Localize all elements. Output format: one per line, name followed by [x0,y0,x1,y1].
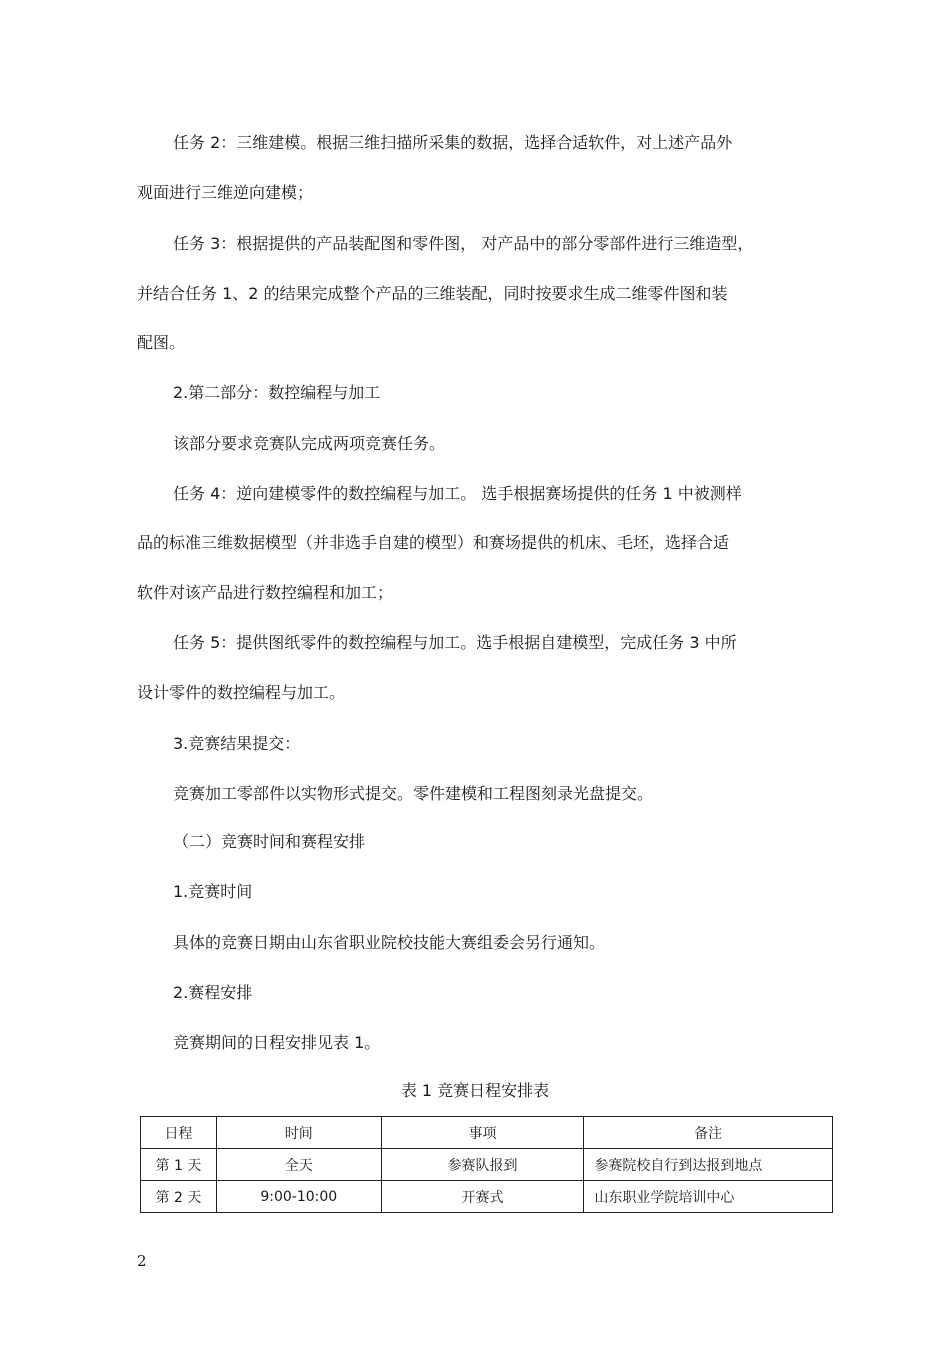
section-heading-submission: 3.竞赛结果提交： [173,734,301,753]
table-cell: 全天 [216,1149,381,1181]
text-line: 任务 5：提供图纸零件的数控编程与加工。选手根据自建模型，完成任务 3 中所 [173,633,737,652]
text-line: 并结合任务 1、2 的结果完成整个产品的三维装配，同时按要求生成二维零件图和装 [137,284,728,303]
table-cell: 山东职业学院培训中心 [584,1181,833,1213]
text-line: 任务 3：根据提供的产品装配图和零件图， 对产品中的部分零部件进行三维造型， [173,234,754,253]
text-line: 该部分要求竞赛队完成两项竞赛任务。 [173,434,446,453]
section-heading-part2: 2.第二部分：数控编程与加工 [173,383,381,402]
section-heading-schedule: （二）竞赛时间和赛程安排 [173,832,366,851]
page-number: 2 [137,1252,147,1270]
table-caption: 表 1 竞赛日程安排表 [400,1081,550,1100]
header-cell: 日程 [141,1117,217,1149]
table-cell: 第 1 天 [141,1149,217,1181]
section-heading-time: 1.竞赛时间 [173,882,253,901]
table-cell: 第 2 天 [141,1181,217,1213]
text-line: 具体的竞赛日期由山东省职业院校技能大赛组委会另行通知。 [173,933,606,952]
header-cell: 时间 [216,1117,381,1149]
text-line: 竞赛加工零部件以实物形式提交。零件建模和工程图刻录光盘提交。 [173,784,654,803]
text-line: 观面进行三维逆向建模； [137,183,314,202]
header-cell: 备注 [584,1117,833,1149]
schedule-table [140,1116,833,1213]
header-cell: 事项 [381,1117,584,1149]
table-cell: 9:00-10:00 [216,1181,381,1213]
table-cell: 参赛院校自行到达报到地点 [584,1149,833,1181]
text-line: 品的标准三维数据模型（并非选手自建的模型）和赛场提供的机床、毛坯，选择合适 [137,533,730,552]
table-cell: 参赛队报到 [381,1149,584,1181]
table-cell: 开赛式 [381,1181,584,1213]
text-line: 任务 2：三维建模。根据三维扫描所采集的数据，选择合适软件，对上述产品外 [173,133,733,152]
text-line: 竞赛期间的日程安排见表 1。 [173,1033,381,1052]
table-row [141,1181,833,1213]
section-heading-arrangement: 2.赛程安排 [173,983,253,1002]
text-line: 软件对该产品进行数控编程和加工； [137,583,394,602]
text-line: 任务 4：逆向建模零件的数控编程与加工。 选手根据赛场提供的任务 1 中被测样 [173,484,742,503]
text-line: 设计零件的数控编程与加工。 [137,683,346,702]
table-row [141,1149,833,1181]
table-header-row [141,1117,833,1149]
text-line: 配图。 [137,333,186,352]
